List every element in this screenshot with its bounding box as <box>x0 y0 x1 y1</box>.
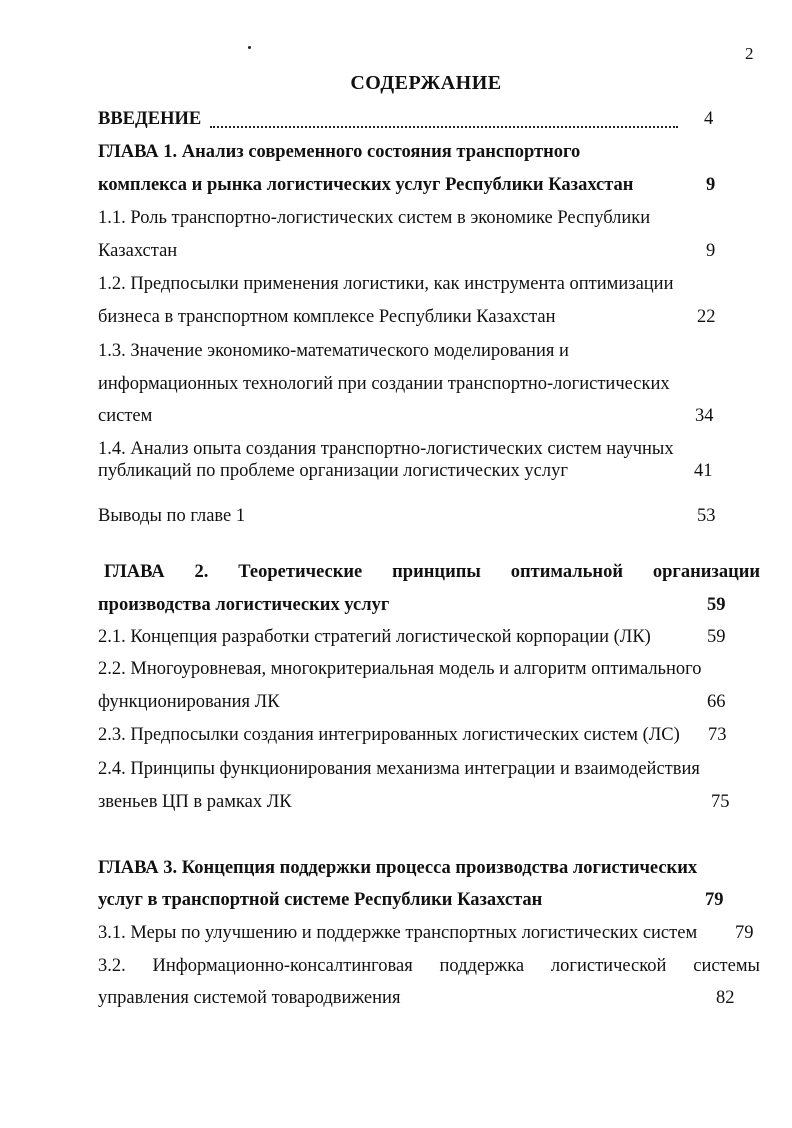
toc-s3-2-line2: управления системой товародвижения <box>98 988 401 1008</box>
toc-ch1-conclusions-page: 53 <box>697 506 716 526</box>
toc-s2-1-line1: 2.1. Концепция разработки стратегий логистической корпорации (ЛК) <box>98 627 651 647</box>
toc-ch2-title-line1 <box>104 561 760 583</box>
toc-ch1-title-line1: ГЛАВА 1. Анализ современного состояния транспортного <box>98 142 581 162</box>
toc-ch3-title-line1: ГЛАВА 3. Концепция поддержки процесса производства логистических <box>98 858 698 878</box>
toc-s3-2-word: поддержка <box>439 956 525 976</box>
page-number: 2 <box>745 44 754 63</box>
toc-ch1-title-line2: комплекса и рынка логистических услуг Республики Казахстан <box>98 175 634 195</box>
toc-ch3-page: 79 <box>705 890 724 910</box>
toc-s2-2-page: 66 <box>707 692 726 712</box>
toc-ch3-title-line2: услуг в транспортной системе Республики Казахстан <box>98 890 543 910</box>
toc-s3-1-line1: 3.1. Меры по улучшению и поддержке транспортных логистических систем <box>98 923 698 943</box>
toc-ch2-word: 2. <box>194 562 209 582</box>
toc-s1-4-line1: 1.4. Анализ опыта создания транспортно-логистических систем научных <box>98 439 674 459</box>
toc-s2-4-line2: звеньев ЦП в рамках ЛК <box>98 792 292 812</box>
toc-s2-4-line1: 2.4. Принципы функционирования механизма интеграции и взаимодействия <box>98 759 700 779</box>
toc-ch2-word: ГЛАВА <box>104 562 165 582</box>
toc-intro-label: ВВЕДЕНИЕ <box>98 109 202 129</box>
scan-speck <box>248 46 251 49</box>
toc-s1-3-line2: информационных технологий при создании транспортно-логистических <box>98 374 670 394</box>
toc-s2-2-line2: функционирования ЛК <box>98 692 280 712</box>
toc-s1-2-page: 22 <box>697 307 716 327</box>
toc-s2-1-page: 59 <box>707 627 726 647</box>
toc-s1-1-line2: Казахстан <box>98 241 178 261</box>
toc-s1-1-line1: 1.1. Роль транспортно-логистических систем в экономике Республики <box>98 208 651 228</box>
toc-ch2-word: принципы <box>392 562 481 582</box>
toc-leader-dots <box>210 124 678 128</box>
toc-s3-1-page: 79 <box>735 923 754 943</box>
toc-ch2-word: организации <box>652 562 761 582</box>
toc-s1-1-page: 9 <box>706 241 716 261</box>
toc-s1-3-page: 34 <box>695 406 714 426</box>
toc-s2-3-page: 73 <box>708 725 727 745</box>
toc-s1-3-line3: систем <box>98 406 153 426</box>
toc-s1-3-line1: 1.3. Значение экономико-математического моделирования и <box>98 341 569 361</box>
toc-s1-2-line2: бизнеса в транспортном комплексе Республики Казахстан <box>98 307 556 327</box>
toc-ch1-page: 9 <box>706 175 716 195</box>
toc-s3-2-word: 3.2. <box>98 956 126 976</box>
toc-s1-4-page: 41 <box>694 461 713 481</box>
toc-s3-2-page: 82 <box>716 988 735 1008</box>
toc-ch2-word: оптимальной <box>510 562 623 582</box>
toc-s3-2-word: логистической <box>550 956 667 976</box>
toc-ch2-title-line2: производства логистических услуг <box>98 595 390 615</box>
toc-ch2-page: 59 <box>707 595 726 615</box>
toc-s3-2-word: Информационно-консалтинговая <box>152 956 413 976</box>
toc-s2-3-line1: 2.3. Предпосылки создания интегрированных логистических систем (ЛС) <box>98 725 680 745</box>
toc-ch1-conclusions-label: Выводы по главе 1 <box>98 506 246 526</box>
toc-s2-4-page: 75 <box>711 792 730 812</box>
toc-s2-2-line1: 2.2. Многоуровневая, многокритериальная модель и алгоритм оптимального <box>98 659 702 679</box>
toc-ch2-word: Теоретические <box>238 562 363 582</box>
toc-s1-4-line2: публикаций по проблеме организации логистических услуг <box>98 461 568 481</box>
toc-s1-2-line1: 1.2. Предпосылки применения логистики, как инструмента оптимизации <box>98 274 674 294</box>
toc-s3-2-word: системы <box>693 956 760 976</box>
toc-intro-page: 4 <box>704 109 714 129</box>
toc-title: СОДЕРЖАНИЕ <box>350 72 502 94</box>
toc-s3-2-line1 <box>98 955 760 977</box>
